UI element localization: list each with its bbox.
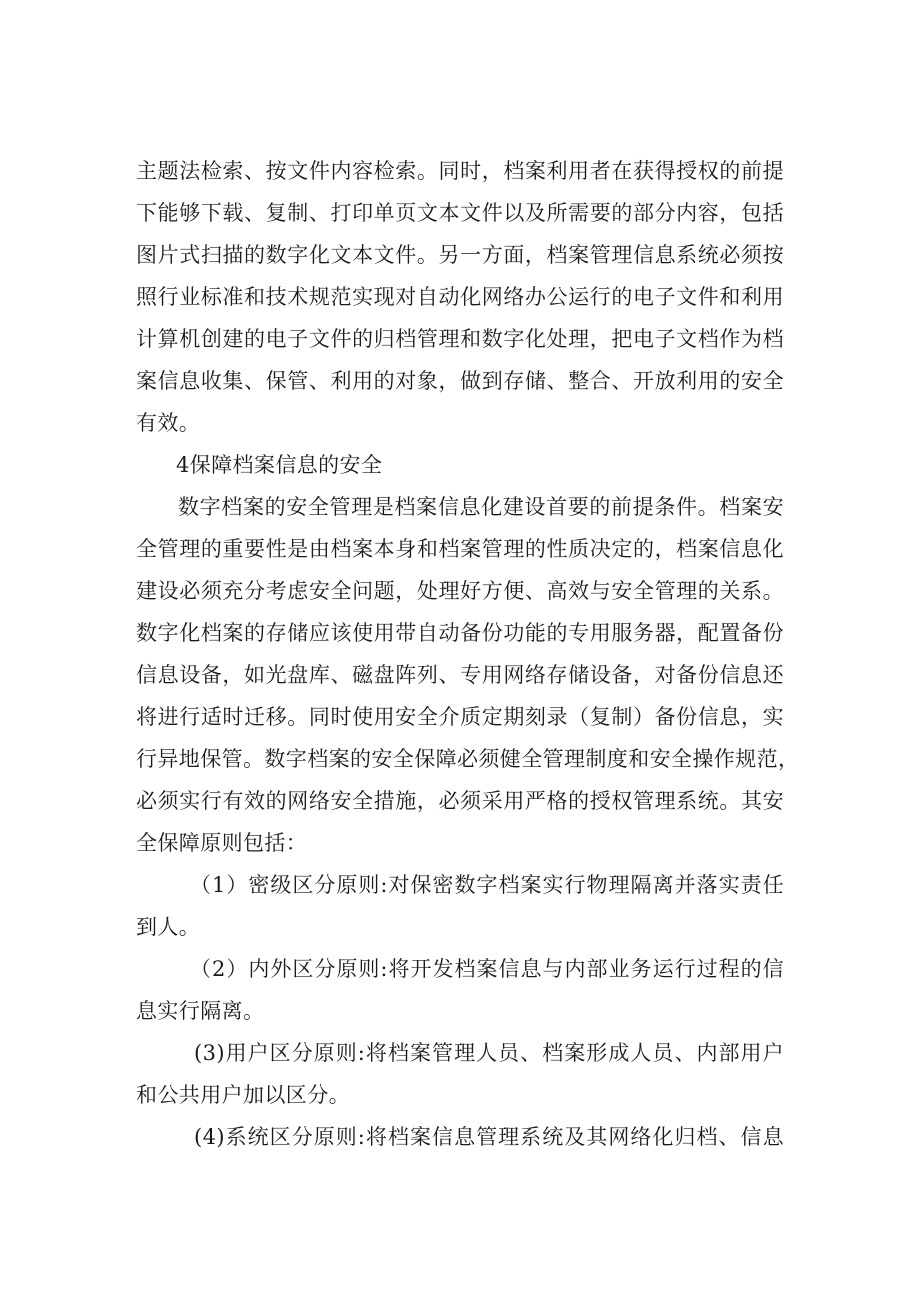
paragraph-2-line: 信息设备，如光盘库、磁盘阵列、专用网络存储设备，对备份信息还 xyxy=(136,663,784,687)
paragraph-1-line: 主题法检索、按文件内容检索。同时，档案利用者在获得授权的前提 xyxy=(136,159,784,183)
principle-4-line: (4)系统区分原则:将档案信息管理系统及其网络化归档、信息 xyxy=(194,1125,784,1149)
paragraph-1-line: 图片式扫描的数字化文本文件。另一方面，档案管理信息系统必须按 xyxy=(136,243,784,267)
section-heading: 4保障档案信息的安全 xyxy=(176,453,383,477)
principle-2-line: 息实行隔离。 xyxy=(136,999,265,1023)
paragraph-2-line: 行异地保管。数字档案的安全保障必须健全管理制度和安全操作规范， xyxy=(136,747,800,771)
paragraph-1-line: 计算机创建的电子文件的归档管理和数字化处理，把电子文档作为档 xyxy=(136,327,784,351)
paragraph-2-line: 全管理的重要性是由档案本身和档案管理的性质决定的，档案信息化 xyxy=(136,537,784,561)
principle-3-line: (3)用户区分原则:将档案管理人员、档案形成人员、内部用户 xyxy=(194,1041,784,1065)
paragraph-2-line: 数字化档案的存储应该使用带自动备份功能的专用服务器，配置备份 xyxy=(136,621,784,645)
paragraph-2-line: 将进行适时迁移。同时使用安全介质定期刻录（复制）备份信息，实 xyxy=(136,705,784,729)
paragraph-2-line: 数字档案的安全管理是档案信息化建设首要的前提条件。档案安 xyxy=(178,495,784,519)
paragraph-2-line: 全保障原则包括： xyxy=(136,831,308,855)
paragraph-2-line: 必须实行有效的网络安全措施，必须采用严格的授权管理系统。其安 xyxy=(136,789,784,813)
paragraph-1-line: 案信息收集、保管、利用的对象，做到存储、整合、开放利用的安全 xyxy=(136,369,784,393)
principle-3-line: 和公共用户加以区分。 xyxy=(136,1083,350,1107)
paragraph-2-line: 建设必须充分考虑安全问题，处理好方便、高效与安全管理的关系。 xyxy=(136,579,784,603)
paragraph-1-line: 照行业标准和技术规范实现对自动化网络办公运行的电子文件和利用 xyxy=(136,285,784,309)
principle-1-line: 到人。 xyxy=(136,915,201,939)
paragraph-1-line: 有效。 xyxy=(136,411,201,435)
paragraph-1-line: 下能够下载、复制、打印单页文本文件以及所需要的部分内容，包括 xyxy=(136,201,784,225)
principle-1-line: （1）密级区分原则:对保密数字档案实行物理隔离并落实责任 xyxy=(190,873,784,897)
principle-2-line: （2）内外区分原则:将开发档案信息与内部业务运行过程的信 xyxy=(190,957,784,981)
